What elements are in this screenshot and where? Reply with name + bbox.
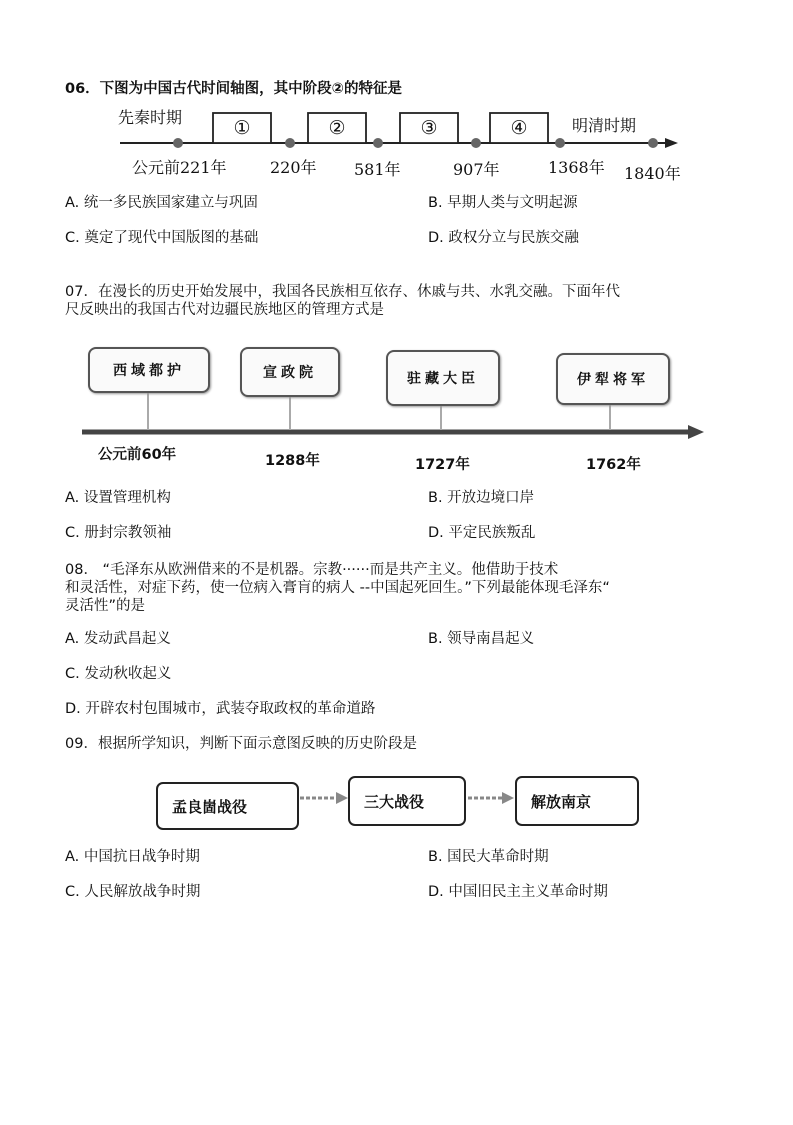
- q07-box-2: 宣政院: [240, 347, 340, 397]
- q06-dot-5: [555, 138, 565, 148]
- q06-dot-2: [285, 138, 295, 148]
- q06-axis-arrow: [665, 138, 678, 148]
- q06-year-6: 1840年: [624, 164, 681, 183]
- q07-option-a[interactable]: A. 设置管理机构: [65, 490, 171, 506]
- q06-right-label: 明清时期: [572, 116, 637, 135]
- q06-dot-3: [373, 138, 383, 148]
- q06-dot-4: [471, 138, 481, 148]
- q06-stage-4: ④: [510, 117, 528, 139]
- q09-flow-diagram: [150, 770, 650, 836]
- q09-option-b[interactable]: B. 国民大革命时期: [428, 849, 549, 865]
- q06-option-a[interactable]: A. 统一多民族国家建立与巩固: [65, 195, 258, 211]
- q07-option-d[interactable]: D. 平定民族叛乱: [428, 525, 536, 541]
- q06-year-2: 220年: [270, 158, 317, 177]
- q08-option-d[interactable]: D. 开辟农村包围城市，武装夺取政权的革命道路: [65, 701, 376, 717]
- q06-year-5: 1368年: [548, 158, 605, 177]
- q07-axis-arrow: [688, 425, 704, 439]
- q08-option-c[interactable]: C. 发动秋收起义: [65, 666, 172, 682]
- q07-option-c[interactable]: C. 册封宗教领袖: [65, 525, 172, 541]
- q09-option-c[interactable]: C. 人民解放战争时期: [65, 884, 201, 900]
- q06-timeline: [110, 105, 690, 185]
- q07-option-b[interactable]: B. 开放边境口岸: [428, 490, 535, 506]
- q06-option-d[interactable]: D. 政权分立与民族交融: [428, 230, 579, 246]
- q09-flow-box-2: 三大战役: [348, 776, 466, 826]
- q06-stage-2: ②: [328, 117, 346, 139]
- q06-stage-3: ③: [420, 117, 438, 139]
- q07-year-1: 公元前60年: [98, 447, 177, 463]
- q06-year-3: 581年: [354, 160, 401, 179]
- q08-stem-line1: 08． “毛泽东从欧洲借来的不是机器。宗教······而是共产主义。他借助于技术: [65, 562, 559, 578]
- q08-stem-line2: 和灵活性，对症下药，使一位病入膏肓的病人 --中国起死回生。”下列最能体现毛泽东“: [65, 580, 610, 596]
- q09-option-d[interactable]: D. 中国旧民主主义革命时期: [428, 884, 608, 900]
- q07-box-1: 西域都护: [88, 347, 210, 393]
- q09-flow-box-1: 孟良崮战役: [156, 782, 299, 830]
- q06-stem: 06．下图为中国古代时间轴图，其中阶段②的特征是: [65, 81, 402, 97]
- q09-arrow-2-head: [502, 792, 514, 804]
- q07-year-2: 1288年: [265, 453, 320, 469]
- q06-stage-1: ①: [233, 117, 251, 139]
- q09-flow-box-3: 解放南京: [515, 776, 639, 826]
- q07-box-3: 驻藏大臣: [386, 350, 500, 406]
- q06-dot-6: [648, 138, 658, 148]
- q09-option-a[interactable]: A. 中国抗日战争时期: [65, 849, 200, 865]
- q07-year-3: 1727年: [415, 457, 470, 473]
- q06-year-1: 公元前221年: [132, 158, 227, 177]
- q06-dot-1: [173, 138, 183, 148]
- q06-option-c[interactable]: C. 奠定了现代中国版图的基础: [65, 230, 259, 246]
- q09-arrow-1-head: [336, 792, 348, 804]
- q07-box-4: 伊犁将军: [556, 353, 670, 405]
- q06-left-label: 先秦时期: [118, 108, 183, 127]
- q07-year-4: 1762年: [586, 457, 641, 473]
- q06-option-b[interactable]: B. 早期人类与文明起源: [428, 195, 578, 211]
- q08-option-a[interactable]: A. 发动武昌起义: [65, 631, 171, 647]
- q09-stem: 09．根据所学知识，判断下面示意图反映的历史阶段是: [65, 736, 417, 752]
- q08-stem-line3: 灵活性”的是: [65, 598, 146, 614]
- q07-timeline: [70, 335, 720, 475]
- q06-year-4: 907年: [453, 160, 500, 179]
- q07-stem-line2: 尺反映出的我国古代对边疆民族地区的管理方式是: [65, 302, 384, 318]
- q07-stem-line1: 07．在漫长的历史开始发展中，我国各民族相互依存、休戚与共、水乳交融。下面年代: [65, 284, 620, 300]
- q08-option-b[interactable]: B. 领导南昌起义: [428, 631, 535, 647]
